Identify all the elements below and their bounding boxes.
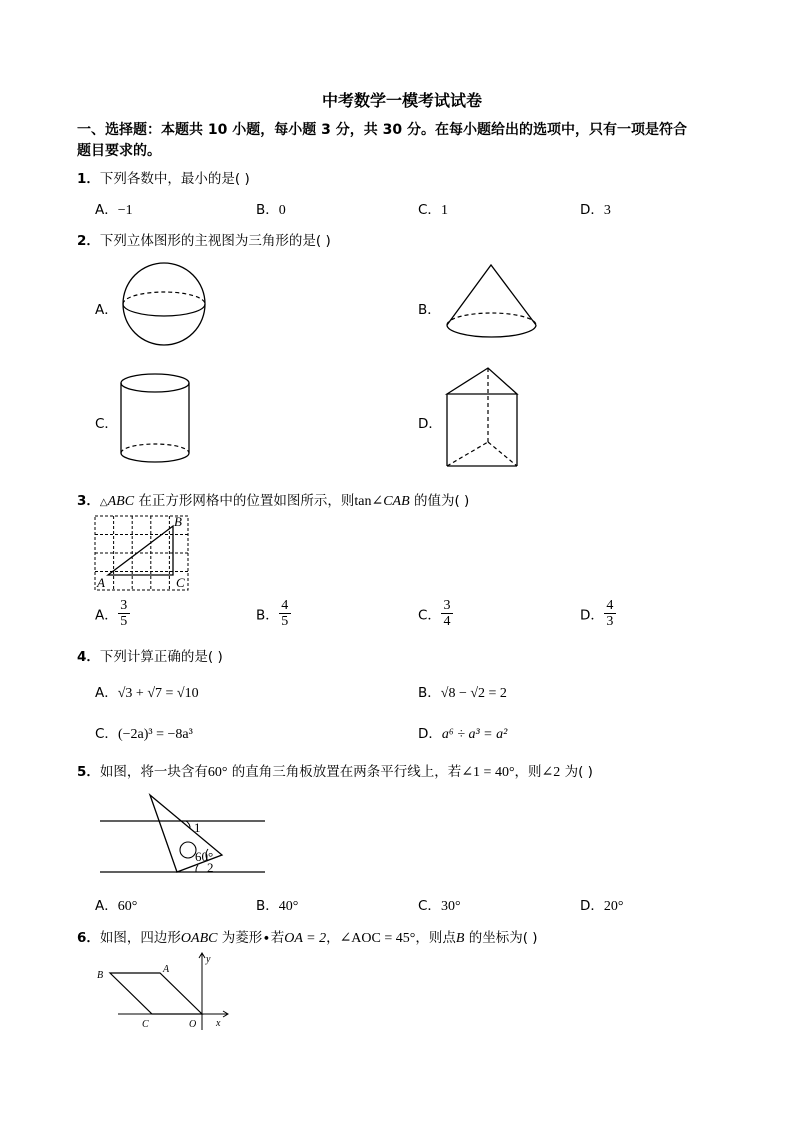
question-6: 6．如图，四边形OABC 为菱形∙若OA = 2，∠AOC = 45°，则点B 的坐标为( ) xyxy=(77,930,538,946)
question-number: 3． xyxy=(77,493,100,509)
question-number: 6． xyxy=(77,930,100,946)
label-angle-2: 2 xyxy=(207,860,214,875)
triangle-symbol: △ xyxy=(99,497,108,508)
question-number: 4． xyxy=(77,649,100,665)
label-c: C xyxy=(142,1019,149,1030)
section-header-line1: 一、选择题：本题共 10 小题，每小题 3 分，共 30 分。在每小题给出的选项中，只有一项是符合 xyxy=(77,122,687,138)
q4-option-d[interactable]: D．a⁶ ÷ a³ = a² xyxy=(418,726,508,742)
q3-option-b[interactable]: B． $\frac{4}{5}$ xyxy=(256,598,291,629)
label-a: A xyxy=(97,575,105,590)
q1-option-b[interactable]: B．0 xyxy=(256,202,286,218)
q4-option-b[interactable]: B．√8 − √2 = 2 xyxy=(418,685,507,701)
label-b: B xyxy=(174,514,182,529)
cylinder-figure xyxy=(120,373,195,468)
q3-option-d[interactable]: D． $\frac{4}{3}$ xyxy=(580,598,616,629)
label-60deg: 60° xyxy=(195,849,214,864)
label-a: A xyxy=(163,964,170,975)
section-header-line2: 题目要求的。 xyxy=(77,143,161,159)
q4-option-a[interactable]: A．√3 + √7 = √10 xyxy=(95,685,199,701)
question-5: 5．如图，将一块含有60° 的直角三角板放置在两条平行线上，若∠1 = 40°，则∠2 为( ) xyxy=(77,764,593,780)
cone-figure xyxy=(445,263,545,348)
prism-figure xyxy=(445,366,525,471)
rhombus-coordinate-figure xyxy=(92,950,237,1035)
q5-option-a[interactable]: A．60° xyxy=(95,898,138,914)
q3-option-a[interactable]: A． $\frac{3}{5}$ xyxy=(95,598,130,629)
q4-option-c[interactable]: C．(−2a)³ = −8a³ xyxy=(95,726,193,742)
question-1 xyxy=(77,167,250,187)
q5-option-d[interactable]: D．20° xyxy=(580,898,624,914)
q2-option-b[interactable]: B． xyxy=(418,302,441,318)
question-stem: 下列计算正确的是( ) xyxy=(99,649,223,665)
question-3: 3．△ABC 在正方形网格中的位置如图所示，则tan∠CAB 的值为( ) xyxy=(77,493,470,509)
label-c: C xyxy=(176,575,185,590)
q1-option-a[interactable]: A．−1 xyxy=(95,202,133,218)
question-number: 5． xyxy=(77,764,100,780)
question-4 xyxy=(77,645,223,665)
question-stem: 下列立体图形的主视图为三角形的是( ) xyxy=(99,233,331,249)
label-angle-1: 1 xyxy=(194,820,201,835)
question-number: 2． xyxy=(77,233,100,249)
question-number: 1． xyxy=(77,171,100,187)
q2-option-c[interactable]: C． xyxy=(95,416,118,432)
grid-triangle-figure xyxy=(94,515,194,595)
q1-option-d[interactable]: D．3 xyxy=(580,202,611,218)
question-stem: 下列各数中，最小的是( ) xyxy=(99,171,250,187)
q5-option-c[interactable]: C．30° xyxy=(418,898,461,914)
q5-option-b[interactable]: B．40° xyxy=(256,898,299,914)
question-2 xyxy=(77,229,331,249)
q3-option-c[interactable]: C． $\frac{3}{4}$ xyxy=(418,598,453,629)
label-o: O xyxy=(189,1019,197,1030)
label-y: y xyxy=(206,954,211,965)
q1-option-c[interactable]: C．1 xyxy=(418,202,448,218)
page-title: 中考数学一模考试试卷 xyxy=(322,91,483,110)
parallel-lines-triangle-figure xyxy=(98,793,268,878)
q2-option-d[interactable]: D． xyxy=(418,416,442,432)
label-b: B xyxy=(97,970,104,981)
q2-option-a[interactable]: A． xyxy=(95,302,118,318)
sphere-figure xyxy=(120,263,210,348)
label-x: x xyxy=(216,1018,221,1029)
